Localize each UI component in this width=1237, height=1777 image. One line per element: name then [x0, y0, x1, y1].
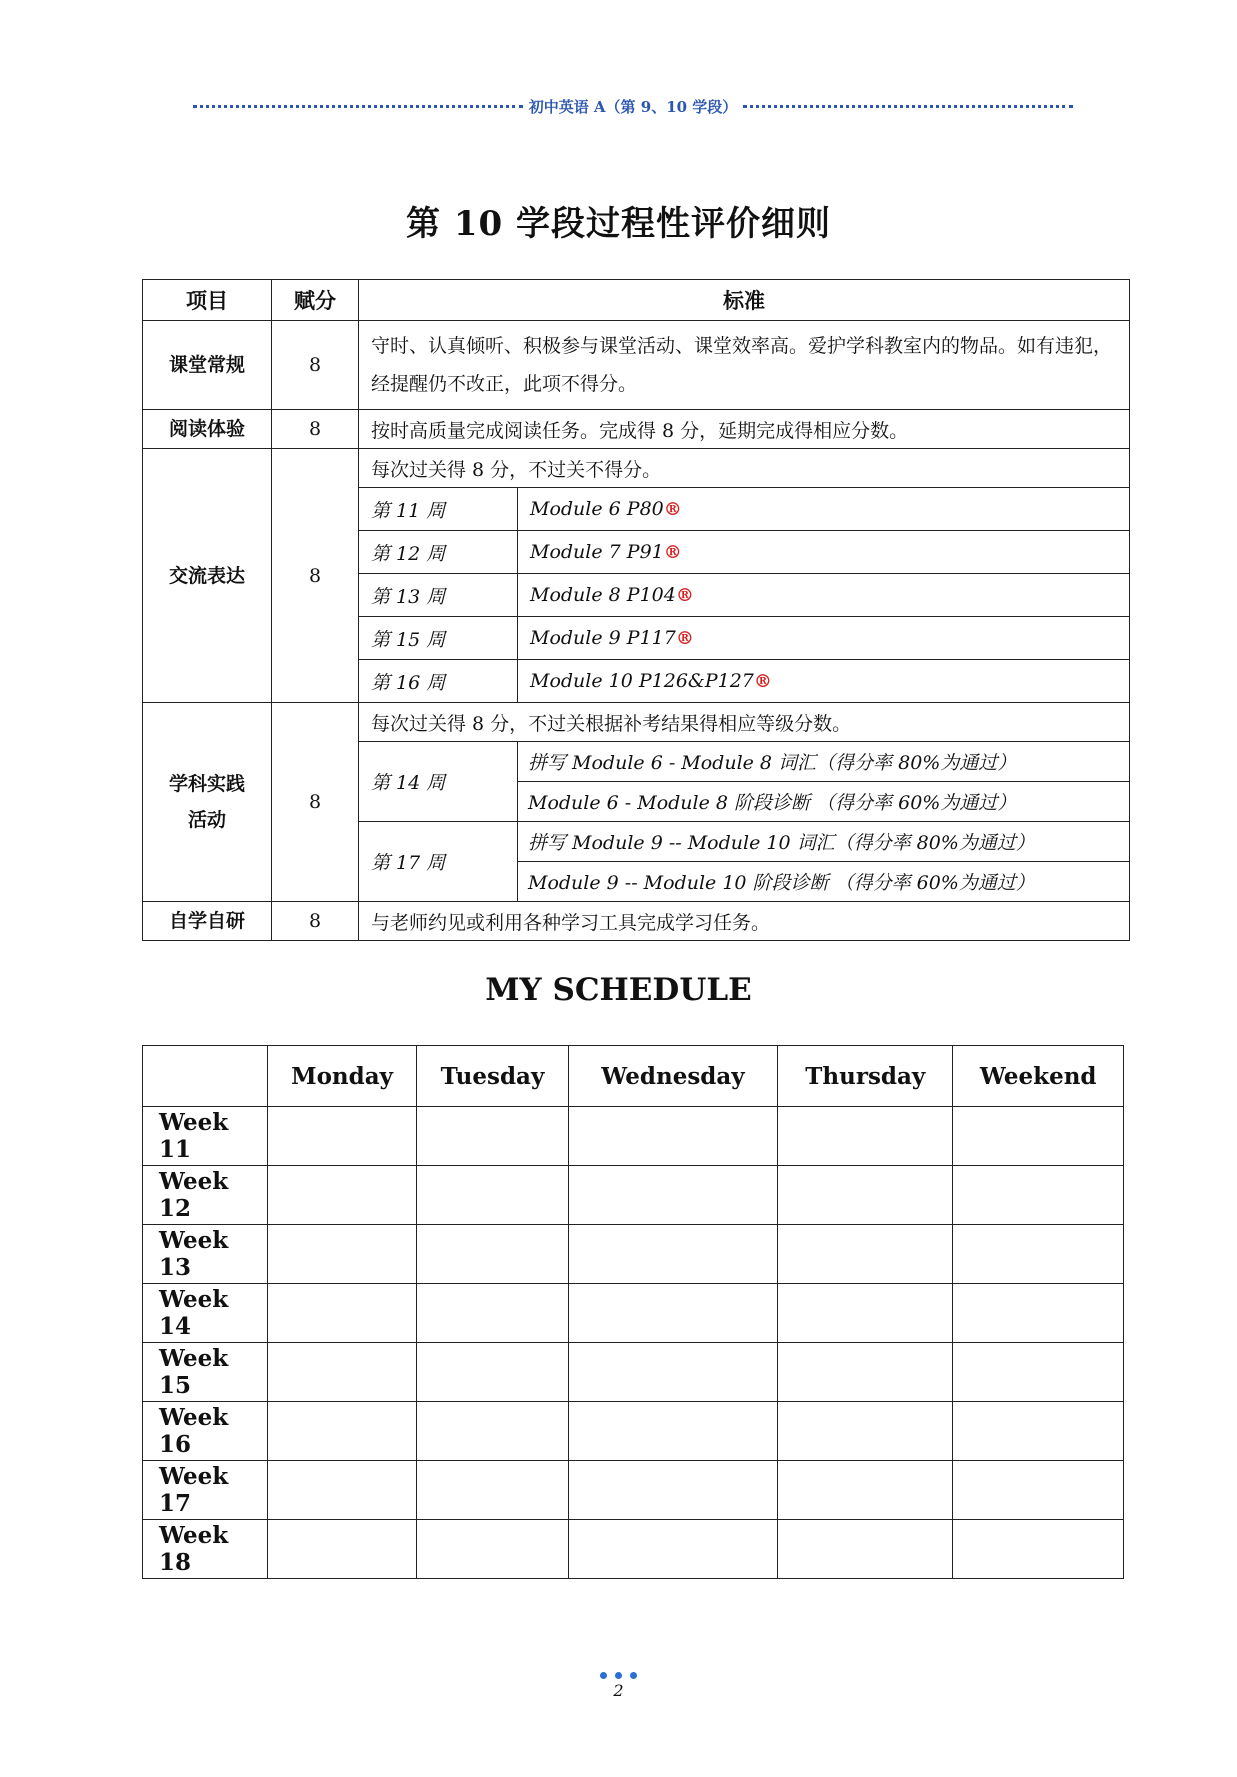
registered-mark: ® [675, 585, 694, 606]
task-cell [518, 488, 1130, 531]
schedule-cell[interactable] [778, 1166, 953, 1225]
task-text: Module 10 P126&P127 [530, 670, 754, 692]
schedule-cell[interactable] [417, 1520, 569, 1579]
task-cell [518, 660, 1130, 703]
schedule-row [143, 1284, 1124, 1343]
task-text: Module 8 P104 [530, 584, 676, 606]
day-header: Tuesday [417, 1046, 569, 1107]
schedule-cell[interactable] [568, 1166, 777, 1225]
registered-mark: ® [753, 671, 772, 692]
header-score: 赋分 [272, 280, 359, 321]
header-standard: 标准 [359, 280, 1130, 321]
schedule-cell[interactable] [778, 1225, 953, 1284]
table-row [143, 449, 1130, 488]
standard-intro: 每次过关得 8 分，不过关根据补考结果得相应等级分数。 [359, 703, 1130, 742]
schedule-row [143, 1107, 1124, 1166]
schedule-row [143, 1225, 1124, 1284]
day-header: Thursday [778, 1046, 953, 1107]
schedule-cell[interactable] [953, 1343, 1124, 1402]
schedule-cell[interactable] [953, 1520, 1124, 1579]
table-row [143, 410, 1130, 449]
score-cell: 8 [272, 449, 359, 703]
header-dotted-rule-left [193, 105, 523, 108]
task-cell: 拼写 Module 6 - Module 8 词汇（得分率 80%为通过） [518, 742, 1130, 782]
item-cell [143, 703, 272, 902]
dot-icon [615, 1672, 622, 1679]
score-cell: 8 [272, 410, 359, 449]
header-item: 项目 [143, 280, 272, 321]
score-cell: 8 [272, 321, 359, 410]
schedule-table [142, 1045, 1124, 1579]
day-header: Monday [268, 1046, 417, 1107]
schedule-cell[interactable] [568, 1402, 777, 1461]
schedule-cell[interactable] [953, 1225, 1124, 1284]
week-cell: 第 15 周 [359, 617, 518, 660]
schedule-cell[interactable] [268, 1225, 417, 1284]
schedule-cell[interactable] [417, 1166, 569, 1225]
standard-cell: 与老师约见或利用各种学习工具完成学习任务。 [359, 902, 1130, 941]
item-line: 学科实践 [168, 773, 245, 795]
week-label: Week 17 [143, 1461, 268, 1520]
item-line: 活动 [187, 809, 226, 831]
schedule-cell[interactable] [568, 1520, 777, 1579]
task-cell [518, 531, 1130, 574]
schedule-cell[interactable] [778, 1461, 953, 1520]
schedule-row [143, 1520, 1124, 1579]
standard-cell: 按时高质量完成阅读任务。完成得 8 分，延期完成得相应分数。 [359, 410, 1130, 449]
dot-icon [600, 1672, 607, 1679]
table-row [143, 703, 1130, 742]
registered-mark: ® [675, 628, 694, 649]
week-label: Week 15 [143, 1343, 268, 1402]
page-number: 2 [613, 1681, 624, 1700]
score-cell: 8 [272, 902, 359, 941]
week-cell: 第 11 周 [359, 488, 518, 531]
schedule-row [143, 1343, 1124, 1402]
schedule-cell[interactable] [417, 1343, 569, 1402]
schedule-cell[interactable] [953, 1166, 1124, 1225]
schedule-header-row [143, 1046, 1124, 1107]
schedule-cell[interactable] [268, 1402, 417, 1461]
task-cell: Module 9 -- Module 10 阶段诊断 （得分率 60%为通过） [518, 862, 1130, 902]
schedule-cell[interactable] [778, 1284, 953, 1343]
evaluation-table [142, 279, 1130, 941]
task-text: Module 6 P80 [530, 498, 664, 520]
schedule-row [143, 1166, 1124, 1225]
schedule-cell[interactable] [568, 1284, 777, 1343]
score-cell: 8 [272, 703, 359, 902]
week-label: Week 16 [143, 1402, 268, 1461]
schedule-row [143, 1461, 1124, 1520]
task-cell [518, 574, 1130, 617]
schedule-cell[interactable] [568, 1225, 777, 1284]
header-text: 初中英语 A（第 9、10 学段） [528, 98, 738, 116]
corner-cell [143, 1046, 268, 1107]
item-cell: 交流表达 [143, 449, 272, 703]
page-footer [0, 1672, 1237, 1700]
schedule-cell[interactable] [778, 1343, 953, 1402]
footer-dots-icon [0, 1672, 1237, 1679]
schedule-cell[interactable] [953, 1402, 1124, 1461]
schedule-cell[interactable] [778, 1520, 953, 1579]
schedule-cell[interactable] [268, 1520, 417, 1579]
schedule-cell[interactable] [268, 1343, 417, 1402]
registered-mark: ® [663, 542, 682, 563]
task-text: Module 9 P117 [530, 627, 676, 649]
schedule-cell[interactable] [778, 1402, 953, 1461]
schedule-cell[interactable] [268, 1166, 417, 1225]
week-cell: 第 13 周 [359, 574, 518, 617]
week-label: Week 13 [143, 1225, 268, 1284]
item-cell: 阅读体验 [143, 410, 272, 449]
header-dotted-rule-right [743, 105, 1073, 108]
task-cell [518, 617, 1130, 660]
day-header: Wednesday [568, 1046, 777, 1107]
table-row [143, 321, 1130, 410]
item-cell: 课堂常规 [143, 321, 272, 410]
day-header: Weekend [953, 1046, 1124, 1107]
week-label: Week 18 [143, 1520, 268, 1579]
task-cell: 拼写 Module 9 -- Module 10 词汇（得分率 80%为通过） [518, 822, 1130, 862]
schedule-cell[interactable] [417, 1284, 569, 1343]
task-cell: Module 6 - Module 8 阶段诊断 （得分率 60%为通过） [518, 782, 1130, 822]
standard-cell: 守时、认真倾听、积极参与课堂活动、课堂效率高。爱护学科教室内的物品。如有违犯，经提醒仍不改正，此项不得分。 [359, 321, 1130, 410]
schedule-title: MY SCHEDULE [485, 972, 752, 1008]
task-text: Module 7 P91 [530, 541, 664, 563]
schedule-cell[interactable] [268, 1284, 417, 1343]
schedule-cell[interactable] [568, 1343, 777, 1402]
schedule-cell[interactable] [568, 1461, 777, 1520]
dot-icon [630, 1672, 637, 1679]
schedule-cell[interactable] [417, 1225, 569, 1284]
schedule-cell[interactable] [268, 1107, 417, 1166]
schedule-cell[interactable] [568, 1107, 777, 1166]
schedule-cell[interactable] [268, 1461, 417, 1520]
table-row [143, 902, 1130, 941]
schedule-cell[interactable] [953, 1107, 1124, 1166]
week-cell: 第 14 周 [359, 742, 518, 822]
week-label: Week 12 [143, 1166, 268, 1225]
week-cell: 第 17 周 [359, 822, 518, 902]
standard-intro: 每次过关得 8 分，不过关不得分。 [359, 449, 1130, 488]
week-label: Week 11 [143, 1107, 268, 1166]
registered-mark: ® [663, 499, 682, 520]
week-cell: 第 16 周 [359, 660, 518, 703]
schedule-cell[interactable] [953, 1284, 1124, 1343]
page-title: 第 10 学段过程性评价细则 [406, 204, 831, 244]
schedule-cell[interactable] [417, 1461, 569, 1520]
evaluation-header-row [143, 280, 1130, 321]
schedule-row [143, 1402, 1124, 1461]
running-header [193, 96, 1073, 117]
schedule-cell[interactable] [953, 1461, 1124, 1520]
schedule-cell[interactable] [417, 1107, 569, 1166]
item-cell: 自学自研 [143, 902, 272, 941]
schedule-cell[interactable] [778, 1107, 953, 1166]
schedule-cell[interactable] [417, 1402, 569, 1461]
week-cell: 第 12 周 [359, 531, 518, 574]
week-label: Week 14 [143, 1284, 268, 1343]
